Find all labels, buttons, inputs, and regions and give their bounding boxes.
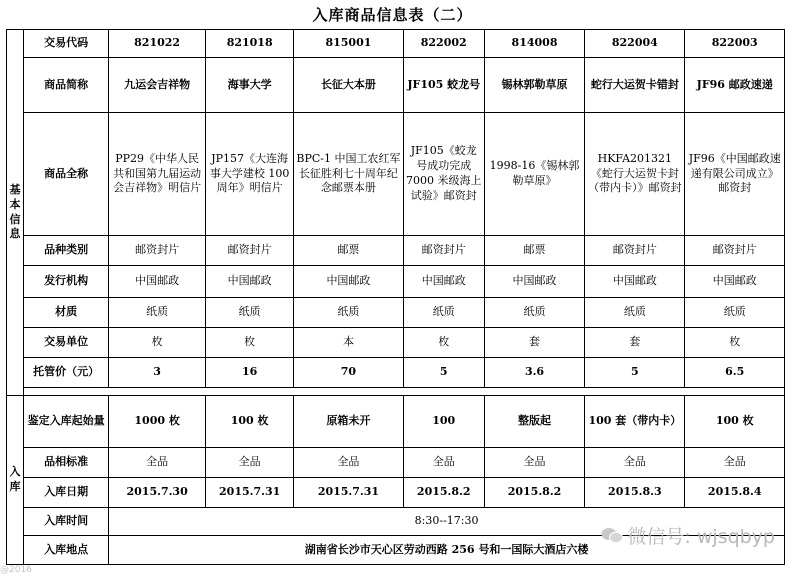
cell-category: 邮票 [294,236,403,266]
spacer-cell [23,388,784,396]
cell-date: 2015.8.2 [484,478,584,508]
label-time: 入库时间 [23,508,108,536]
cell-category: 邮资封片 [685,236,785,266]
cell-issuer: 中国邮政 [109,266,206,298]
cell-min-qty: 100 枚 [206,396,294,448]
cell-short-name: JF105 蛟龙号 [403,58,484,113]
cell-min-qty: 1000 枚 [109,396,206,448]
cell-code: 822004 [585,30,685,58]
cell-short-name: 海事大学 [206,58,294,113]
label-location: 入库地点 [23,536,108,565]
cell-price: 5 [403,358,484,388]
cell-price: 5 [585,358,685,388]
row-min-qty [7,396,785,448]
cell-material: 纸质 [109,298,206,328]
cell-material: 纸质 [206,298,294,328]
cell-code: 822002 [403,30,484,58]
cell-standard: 全品 [585,448,685,478]
cell-short-name: 蛇行大运贺卡错封 [585,58,685,113]
cell-min-qty: 原箱未开 [294,396,403,448]
cell-standard: 全品 [403,448,484,478]
cell-category: 邮资封片 [403,236,484,266]
cell-category: 邮票 [484,236,584,266]
cell-unit: 枚 [403,328,484,358]
label-category: 品种类别 [23,236,108,266]
cell-min-qty: 整版起 [484,396,584,448]
row-short-name [7,58,785,113]
cell-issuer: 中国邮政 [206,266,294,298]
label-full-name: 商品全称 [23,113,108,236]
cell-standard: 全品 [484,448,584,478]
cell-location: 湖南省长沙市天心区劳动西路 256 号和一国际大酒店六楼 [109,536,785,565]
label-short-name: 商品简称 [23,58,108,113]
cell-unit: 套 [484,328,584,358]
row-unit [7,328,785,358]
label-standard: 品相标准 [23,448,108,478]
cell-full-name: BPC-1 中国工农红军长征胜利七十周年纪念邮票本册 [294,113,403,236]
label-min-qty: 鉴定入库起始量 [23,396,108,448]
cell-material: 纸质 [403,298,484,328]
cell-category: 邮资封片 [109,236,206,266]
cell-date: 2015.7.31 [294,478,403,508]
cell-material: 纸质 [294,298,403,328]
cell-time: 8:30--17:30 [109,508,785,536]
cell-code: 814008 [484,30,584,58]
label-unit: 交易单位 [23,328,108,358]
row-spacer [7,388,785,396]
cell-category: 邮资封片 [206,236,294,266]
row-date [7,478,785,508]
label-date: 入库日期 [23,478,108,508]
cell-date: 2015.7.30 [109,478,206,508]
cell-full-name: JF105《蛟龙号成功完成 7000 米级海上试验》邮资封 [403,113,484,236]
cell-short-name: JF96 邮政速递 [685,58,785,113]
cell-price: 3.6 [484,358,584,388]
cell-code: 815001 [294,30,403,58]
wechat-watermark [601,522,775,549]
label-code: 交易代码 [23,30,108,58]
cell-full-name: PP29《中华人民共和国第九届运动会吉祥物》明信片 [109,113,206,236]
cell-price: 3 [109,358,206,388]
cell-issuer: 中国邮政 [685,266,785,298]
cell-date: 2015.8.4 [685,478,785,508]
cell-price: 70 [294,358,403,388]
cell-full-name: JP157《大连海事大学建校 100 周年》明信片 [206,113,294,236]
cell-issuer: 中国邮政 [403,266,484,298]
row-price [7,358,785,388]
corner-mark: @2016 [0,565,32,575]
section-storage: 入 库 [7,396,24,565]
cell-date: 2015.8.3 [585,478,685,508]
label-material: 材质 [23,298,108,328]
cell-unit: 枚 [109,328,206,358]
product-info-table [6,29,785,565]
watermark-text: 微信号: wjsqbyp [627,526,775,548]
cell-standard: 全品 [206,448,294,478]
label-price: 托管价（元） [23,358,108,388]
cell-price: 16 [206,358,294,388]
cell-min-qty: 100 枚 [685,396,785,448]
cell-full-name: HKFA201321《蛇行大运贺卡封（带内卡）》邮资封 [585,113,685,236]
cell-code: 821018 [206,30,294,58]
row-full-name [7,113,785,236]
row-material [7,298,785,328]
row-category [7,236,785,266]
row-standard [7,448,785,478]
wechat-icon [601,527,623,544]
cell-price: 6.5 [685,358,785,388]
cell-material: 纸质 [585,298,685,328]
cell-standard: 全品 [685,448,785,478]
cell-unit: 枚 [685,328,785,358]
cell-date: 2015.8.2 [403,478,484,508]
cell-standard: 全品 [294,448,403,478]
cell-short-name: 九运会吉祥物 [109,58,206,113]
cell-short-name: 长征大本册 [294,58,403,113]
cell-issuer: 中国邮政 [294,266,403,298]
cell-material: 纸质 [484,298,584,328]
cell-code: 821022 [109,30,206,58]
section-basic-info: 基 本 信 息 [7,30,24,396]
row-issuer [7,266,785,298]
cell-min-qty: 100 套（带内卡） [585,396,685,448]
row-code [7,30,785,58]
cell-standard: 全品 [109,448,206,478]
cell-category: 邮资封片 [585,236,685,266]
cell-min-qty: 100 [403,396,484,448]
cell-unit: 套 [585,328,685,358]
cell-material: 纸质 [685,298,785,328]
cell-unit: 本 [294,328,403,358]
cell-full-name: JF96《中国邮政速递有限公司成立》邮资封 [685,113,785,236]
table-title: 入库商品信息表（二） [312,6,473,24]
cell-short-name: 锡林郭勒草原 [484,58,584,113]
cell-issuer: 中国邮政 [484,266,584,298]
cell-full-name: 1998-16《锡林郭勒草原》 [484,113,584,236]
label-issuer: 发行机构 [23,266,108,298]
cell-date: 2015.7.31 [206,478,294,508]
cell-issuer: 中国邮政 [585,266,685,298]
cell-unit: 枚 [206,328,294,358]
cell-code: 822003 [685,30,785,58]
